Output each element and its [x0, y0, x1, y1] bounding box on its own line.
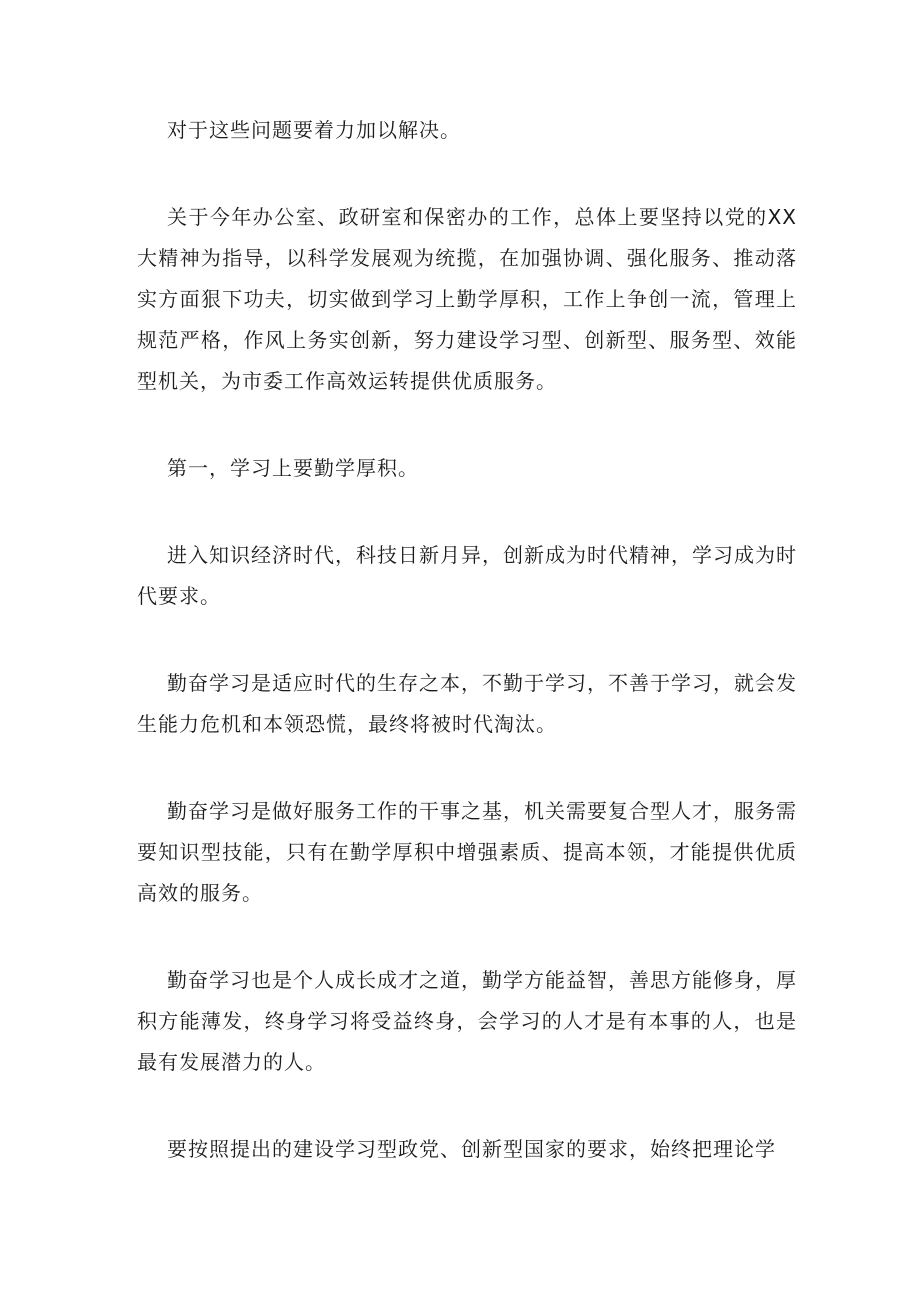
paragraph-2: 关于今年办公室、政研室和保密办的工作，总体上要坚持以党的XX大精神为指导，以科学发展观为统揽，在加强协调、强化服务、推动落实方面狠下功夫，切实做到学习上勤学厚积，工作上争创一流，管理上规范严格，作风上务实创新，努力建设学习型、创新型、服务型、效能型机关，为市委工作高效运转提供优质服务。: [137, 205, 797, 393]
paragraph-4: 进入知识经济时代，科技日新月异，创新成为时代精神，学习成为时代要求。: [137, 543, 797, 608]
paragraph-3: 第一，学习上要勤学厚积。: [167, 456, 419, 480]
paragraph-6: 勤奋学习是做好服务工作的干事之基，机关需要复合型人才，服务需要知识型技能，只有在勤学厚积中增强素质、提高本领，才能提供优质高效的服务。: [137, 799, 797, 905]
paragraph-1: 对于这些问题要着力加以解决。: [167, 118, 461, 142]
document-body: [137, 110, 797, 1216]
paragraph-5: 勤奋学习是适应时代的生存之本，不勤于学习，不善于学习，就会发生能力危机和本领恐慌，最终将被时代淘汰。: [137, 671, 797, 736]
paragraph-7: 勤奋学习也是个人成长成才之道，勤学方能益智，善思方能修身，厚积方能薄发，终身学习将受益终身，会学习的人才是有本事的人，也是最有发展潜力的人。: [137, 968, 797, 1074]
paragraph-8: 要按照提出的建设学习型政党、创新型国家的要求，始终把理论学: [167, 1137, 776, 1161]
